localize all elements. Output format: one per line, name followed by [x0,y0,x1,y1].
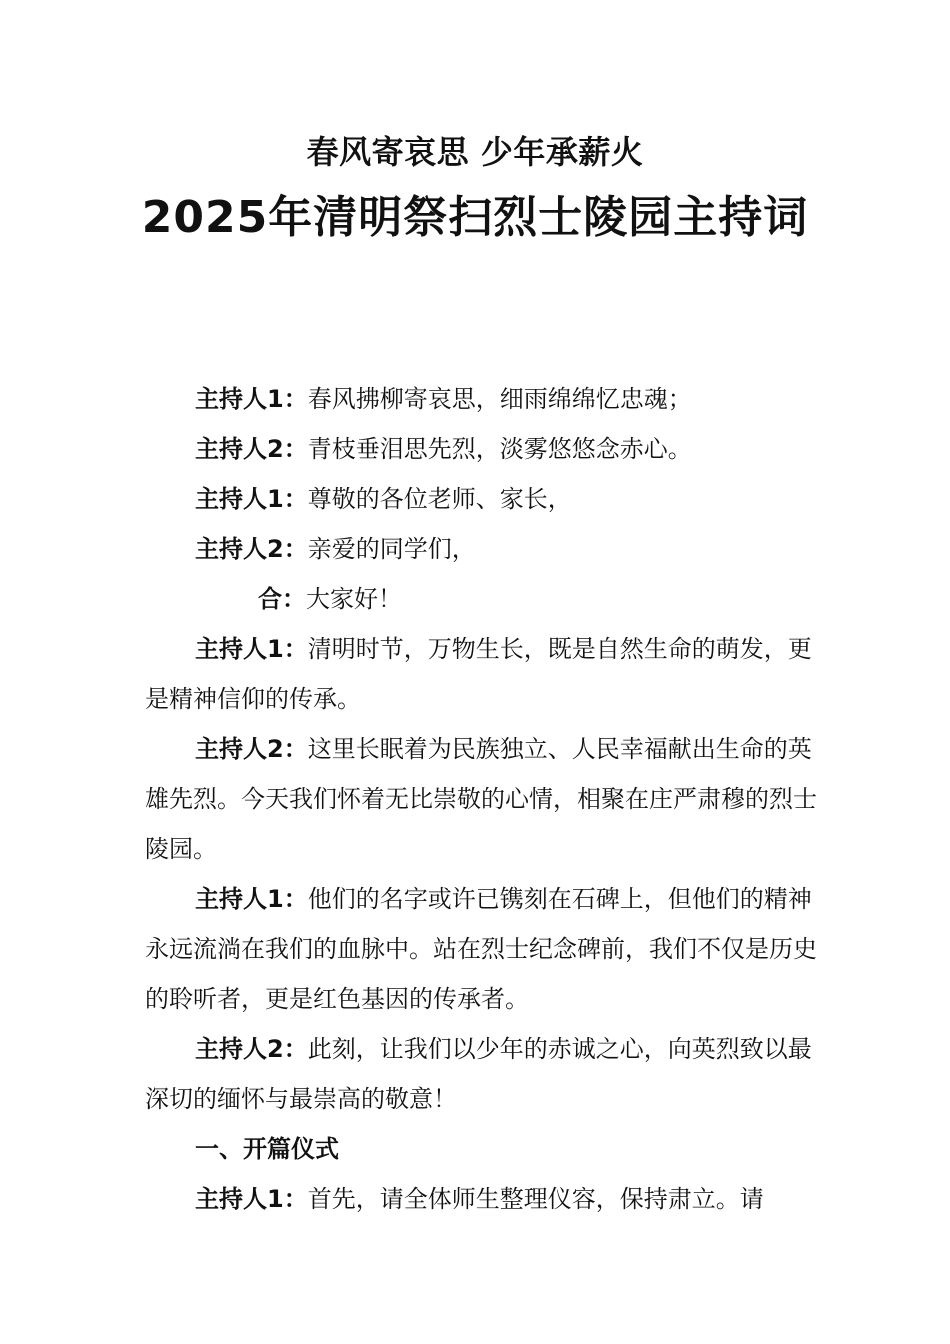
speaker-label: 主持人2： [195,735,308,763]
paragraph-text: 首先，请全体师生整理仪容，保持肃立。请 [307,1185,764,1213]
paragraph-text: 他们的名字或许已镌刻在石碑上，但他们的精神永远流淌在我们的血脉中。站在烈士纪念碑前，我们不仅是历史的聆听者，更是红色基因的传承者。 [145,885,817,1013]
paragraph [145,1024,835,1124]
speaker-label: 主持人1： [195,485,308,513]
speaker-label: 合： [258,585,306,613]
paragraph-text: 此刻，让我们以少年的赤诚之心，向英烈致以最深切的缅怀与最崇高的敬意！ [145,1035,812,1113]
paragraph-text: 大家好！ [306,585,402,613]
paragraph [145,724,835,874]
speaker-label: 主持人1： [195,885,308,913]
section-heading-paragraph [145,1124,835,1174]
document-subtitle: 春风寄哀思 少年承薪火 [306,133,644,171]
paragraph [145,874,835,1024]
speaker-label: 主持人1： [195,635,308,663]
speaker-label: 主持人1： [195,1185,308,1213]
paragraph-text: 春风拂柳寄哀思，细雨绵绵忆忠魂； [307,385,692,413]
paragraph [145,474,835,524]
paragraph [145,424,835,474]
paragraph-text: 这里长眠着为民族独立、人民幸福献出生命的英雄先烈。今天我们怀着无比崇敬的心情，相聚在庄严肃穆的烈士陵园。 [145,735,817,863]
speaker-label: 主持人2： [195,435,308,463]
document-title: 2025年清明祭扫烈士陵园主持词 [141,192,809,243]
paragraph-text: 青枝垂泪思先烈，淡雾悠悠念赤心。 [307,435,692,463]
speaker-label: 主持人1： [195,385,308,413]
paragraph [145,574,835,624]
paragraph-text: 尊敬的各位老师、家长， [307,485,572,513]
speaker-label: 主持人2： [195,535,308,563]
paragraph-text: 清明时节，万物生长，既是自然生命的萌发，更是精神信仰的传承。 [145,635,812,713]
document-body [145,374,835,1224]
paragraph [145,374,835,424]
paragraph [145,1174,835,1224]
paragraph-text: 亲爱的同学们， [307,535,476,563]
paragraph [145,624,835,724]
paragraph [145,524,835,574]
section-heading: 一、开篇仪式 [195,1135,339,1163]
speaker-label: 主持人2： [195,1035,308,1063]
